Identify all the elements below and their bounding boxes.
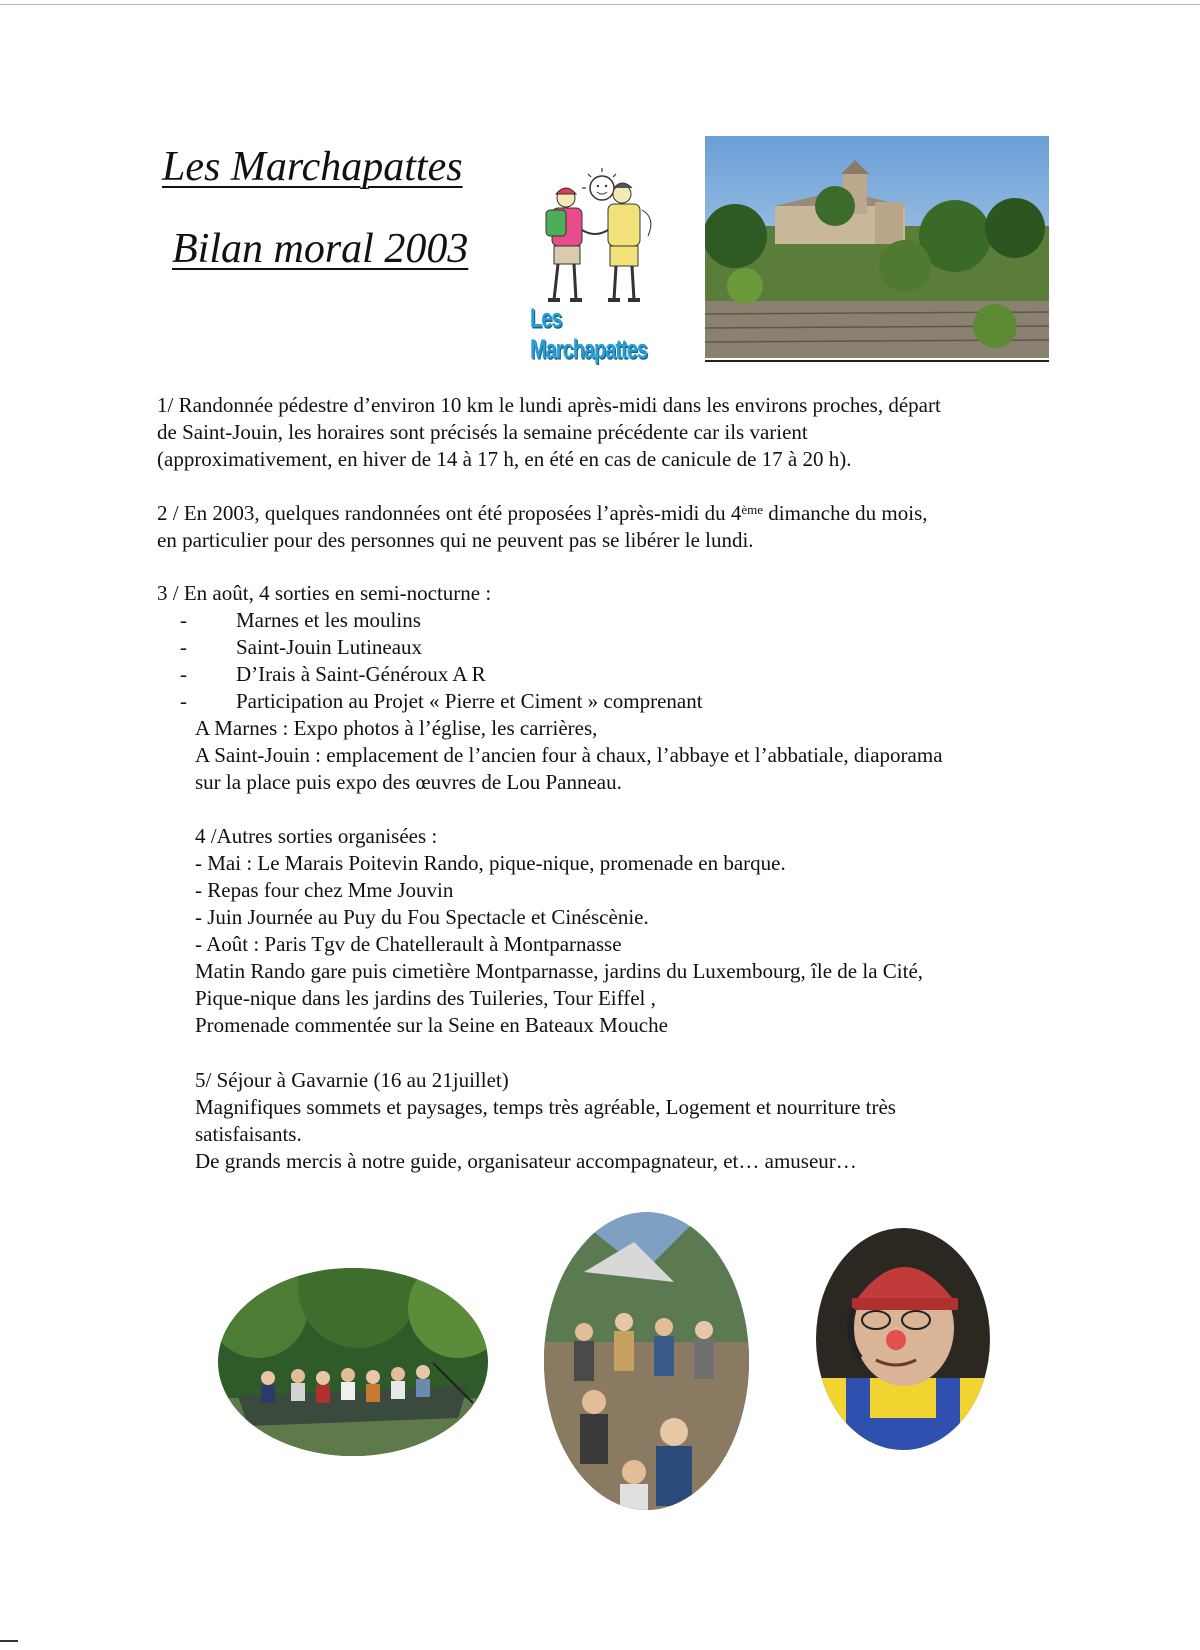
section-5 bbox=[195, 1067, 896, 1175]
section-3 bbox=[157, 580, 491, 607]
list-item-text: D’Irais à Saint-Généroux A R bbox=[236, 662, 486, 686]
section-5-heading: 5/ Séjour à Gavarnie (16 au 21juillet) bbox=[195, 1068, 509, 1092]
section-4-line: Pique-nique dans les jardins des Tuileries, Tour Eiffel , bbox=[195, 986, 656, 1010]
section-1-line: 1/ Randonnée pédestre d’environ 10 km le lundi après-midi dans les environs proches, départ bbox=[157, 393, 941, 417]
section-3-line: A Saint-Jouin : emplacement de l’ancien four à chaux, l’abbaye et l’abbatiale, diaporama bbox=[195, 743, 943, 767]
section-5-line: satisfaisants. bbox=[195, 1122, 302, 1146]
section-2 bbox=[157, 500, 928, 554]
section-5-line: De grands mercis à notre guide, organisateur accompagnateur, et… amuseur… bbox=[195, 1149, 857, 1173]
section-1-line: de Saint-Jouin, les horaires sont précisés la semaine précédente car ils varient bbox=[157, 420, 808, 444]
section-3-line: sur la place puis expo des œuvres de Lou Panneau. bbox=[195, 770, 622, 794]
list-item-text: Marnes et les moulins bbox=[236, 608, 421, 632]
section-3-bullets bbox=[180, 607, 703, 715]
section-4-line: - Juin Journée au Puy du Fou Spectacle et Cinéscènie. bbox=[195, 905, 649, 929]
list-item bbox=[180, 634, 703, 661]
page-subtitle: Bilan moral 2003 bbox=[172, 226, 469, 272]
list-item-text: Saint-Jouin Lutineaux bbox=[236, 635, 423, 659]
section-4-line: Matin Rando gare puis cimetière Montparnasse, jardins du Luxembourg, île de la Cité, bbox=[195, 959, 924, 983]
section-2-line bbox=[157, 500, 928, 527]
bullet-dash: - bbox=[180, 689, 187, 713]
list-item bbox=[180, 688, 703, 715]
page-title: Les Marchapattes bbox=[162, 144, 463, 190]
section-3-line: A Marnes : Expo photos à l’église, les carrières, bbox=[195, 716, 598, 740]
bullet-dash: - bbox=[180, 635, 187, 659]
list-item bbox=[180, 607, 703, 634]
ordinal-superscript: ème bbox=[741, 502, 764, 517]
bullet-dash: - bbox=[180, 608, 187, 632]
section-4-line: - Repas four chez Mme Jouvin bbox=[195, 878, 454, 902]
section-5-line: Magnifiques sommets et paysages, temps très agréable, Logement et nourriture très bbox=[195, 1095, 896, 1119]
section-3-heading: 3 / En août, 4 sorties en semi-nocturne : bbox=[157, 581, 492, 605]
scan-top-edge bbox=[0, 4, 1200, 5]
section-4 bbox=[195, 823, 923, 1039]
section-3-details bbox=[195, 715, 943, 796]
section-2-text: dimanche du mois, bbox=[763, 501, 928, 525]
section-4-line: Promenade commentée sur la Seine en Bateaux Mouche bbox=[195, 1013, 668, 1037]
section-4-heading: 4 /Autres sorties organisées : bbox=[195, 824, 438, 848]
section-2-line: en particulier pour des personnes qui ne peuvent pas se libérer le lundi. bbox=[157, 528, 754, 552]
list-item bbox=[180, 661, 703, 688]
boat-on-marsh-photo bbox=[218, 1268, 488, 1456]
section-1 bbox=[157, 392, 941, 473]
photo-underline bbox=[705, 360, 1049, 362]
section-4-line: - Août : Paris Tgv de Chatellerault à Montparnasse bbox=[195, 932, 622, 956]
village-church-landscape-photo bbox=[705, 136, 1049, 358]
section-2-text: 2 / En 2003, quelques randonnées ont été proposées l’après-midi du 4 bbox=[157, 501, 742, 525]
section-1-line: (approximativement, en hiver de 14 à 17 h, en été en cas de canicule de 17 à 20 h). bbox=[157, 447, 852, 471]
hikers-mountain-photo bbox=[544, 1212, 749, 1510]
logo-wordmark: Les Marchapattes bbox=[530, 303, 647, 365]
bullet-dash: - bbox=[180, 662, 187, 686]
section-4-line: - Mai : Le Marais Poitevin Rando, pique-nique, promenade en barque. bbox=[195, 851, 786, 875]
scan-edge-mark bbox=[0, 1640, 18, 1642]
guide-portrait-photo bbox=[816, 1228, 990, 1450]
list-item-text: Participation au Projet « Pierre et Ciment » comprenant bbox=[236, 689, 703, 713]
